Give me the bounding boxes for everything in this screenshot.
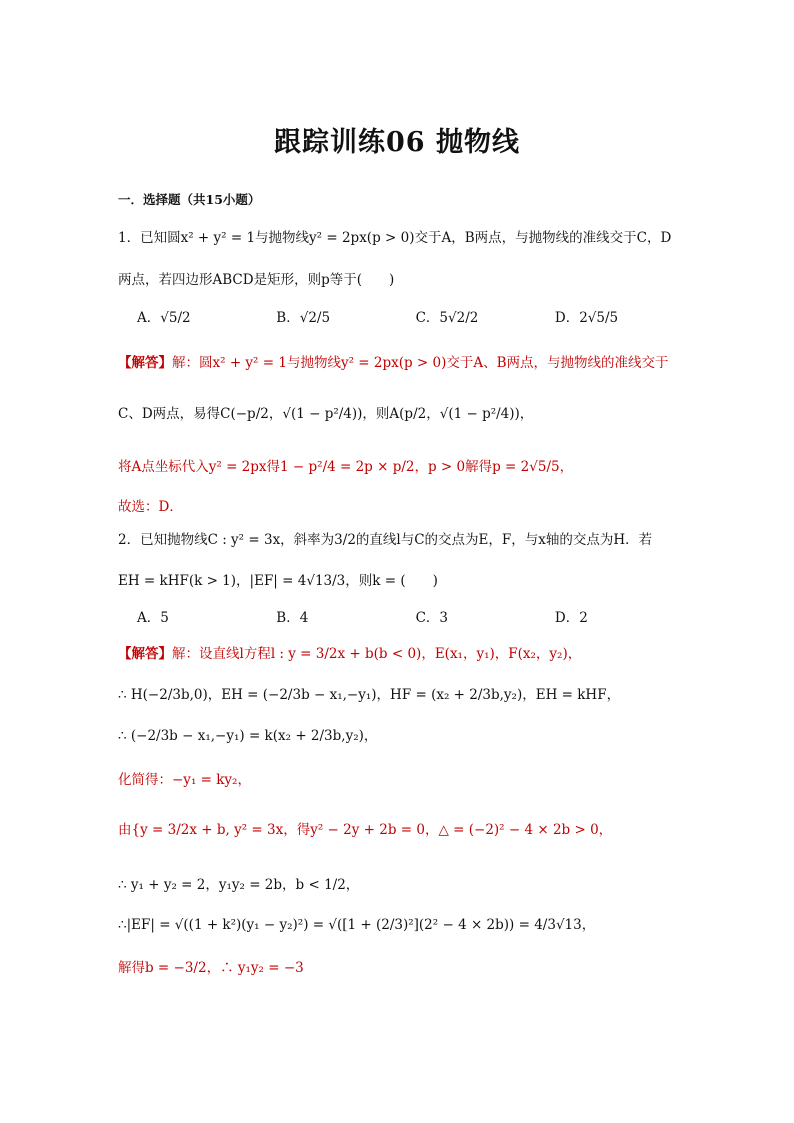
q2-option-d: D．2	[554, 610, 588, 626]
q1-stem-line-2: 两点，若四边形ABCD是矩形，则p等于( )	[118, 272, 395, 288]
q2-option-b: B．4	[276, 610, 309, 626]
q1-solution-line-1	[118, 351, 669, 371]
q2-option-c: C．3	[415, 610, 449, 626]
q2-option-a: A．5	[137, 610, 169, 626]
q2-solution-line-1	[118, 642, 581, 662]
q2-solution-line-6: ∴ y₁ + y₂ = 2，y₁y₂ = 2b，b < 1/2，	[118, 877, 360, 893]
q1-option-a: A．√5/2	[137, 310, 191, 326]
q1-options	[137, 306, 690, 326]
q2-solution-line-4: 化简得：−y₁ = ky₂，	[118, 772, 251, 788]
q1-option-d: D．2√5/5	[554, 310, 619, 326]
q1-solution-text-1: 解：圆x² + y² = 1与抛物线y² = 2px(p > 0)交于A、B两点，与抛物线的准线交于	[172, 355, 669, 371]
q2-options	[137, 606, 690, 626]
page-title: 跟踪训练06 抛物线	[274, 127, 520, 158]
q2-stem-line-1: 2．已知抛物线C : y² = 3x，斜率为3/2的直线l与C的交点为E，F，与x轴的交点为H．若	[118, 532, 653, 548]
section-heading: 一．选择题（共15小题）	[118, 192, 261, 207]
q2-answer-label: 【解答】	[118, 646, 172, 662]
q2-solution-line-3: ∴ (−2/3b − x₁,−y₁) = k(x₂ + 2/3b,y₂)，	[118, 728, 378, 744]
q2-solution-line-8: 解得b = −3/2，∴ y₁y₂ = −3	[118, 960, 304, 976]
q1-solution-line-4: 故选：D．	[118, 499, 183, 515]
q1-answer-label: 【解答】	[118, 355, 172, 371]
q2-stem-line-2: EH = kHF(k > 1)，|EF| = 4√13/3，则k = ( )	[118, 573, 438, 589]
q1-option-c: C．5√2/2	[415, 310, 479, 326]
q2-solution-line-2: ∴ H(−2/3b,0)，EH = (−2/3b − x₁,−y₁)，HF = (x₂ + 2/3b,y₂)，EH = kHF，	[118, 687, 621, 703]
q2-solution-text-1: 解：设直线l方程l : y = 3/2x + b(b < 0)，E(x₁，y₁)，F(x₂，y₂)，	[172, 646, 582, 662]
q1-stem-line-1: 1．已知圆x² + y² = 1与抛物线y² = 2px(p > 0)交于A，B两点，与抛物线的准线交于C，D	[118, 230, 672, 246]
q2-solution-line-7: ∴|EF| = √((1 + k²)(y₁ − y₂)²) = √([1 + (2/3)²](2² − 4 × 2b)) = 4/3√13，	[118, 917, 596, 933]
q2-solution-line-5: 由{y = 3/2x + b, y² = 3x，得y² − 2y + 2b = 0，△ = (−2)² − 4 × 2b > 0，	[118, 822, 613, 838]
q1-solution-line-3: 将A点坐标代入y² = 2px得1 − p²/4 = 2p × p/2，p > 0解得p = 2√5/5，	[118, 459, 574, 475]
q1-solution-line-2: C、D两点，易得C(−p/2，√(1 − p²/4))，则A(p/2，√(1 − p²/4))，	[118, 406, 534, 422]
q1-option-b: B．√2/5	[276, 310, 331, 326]
